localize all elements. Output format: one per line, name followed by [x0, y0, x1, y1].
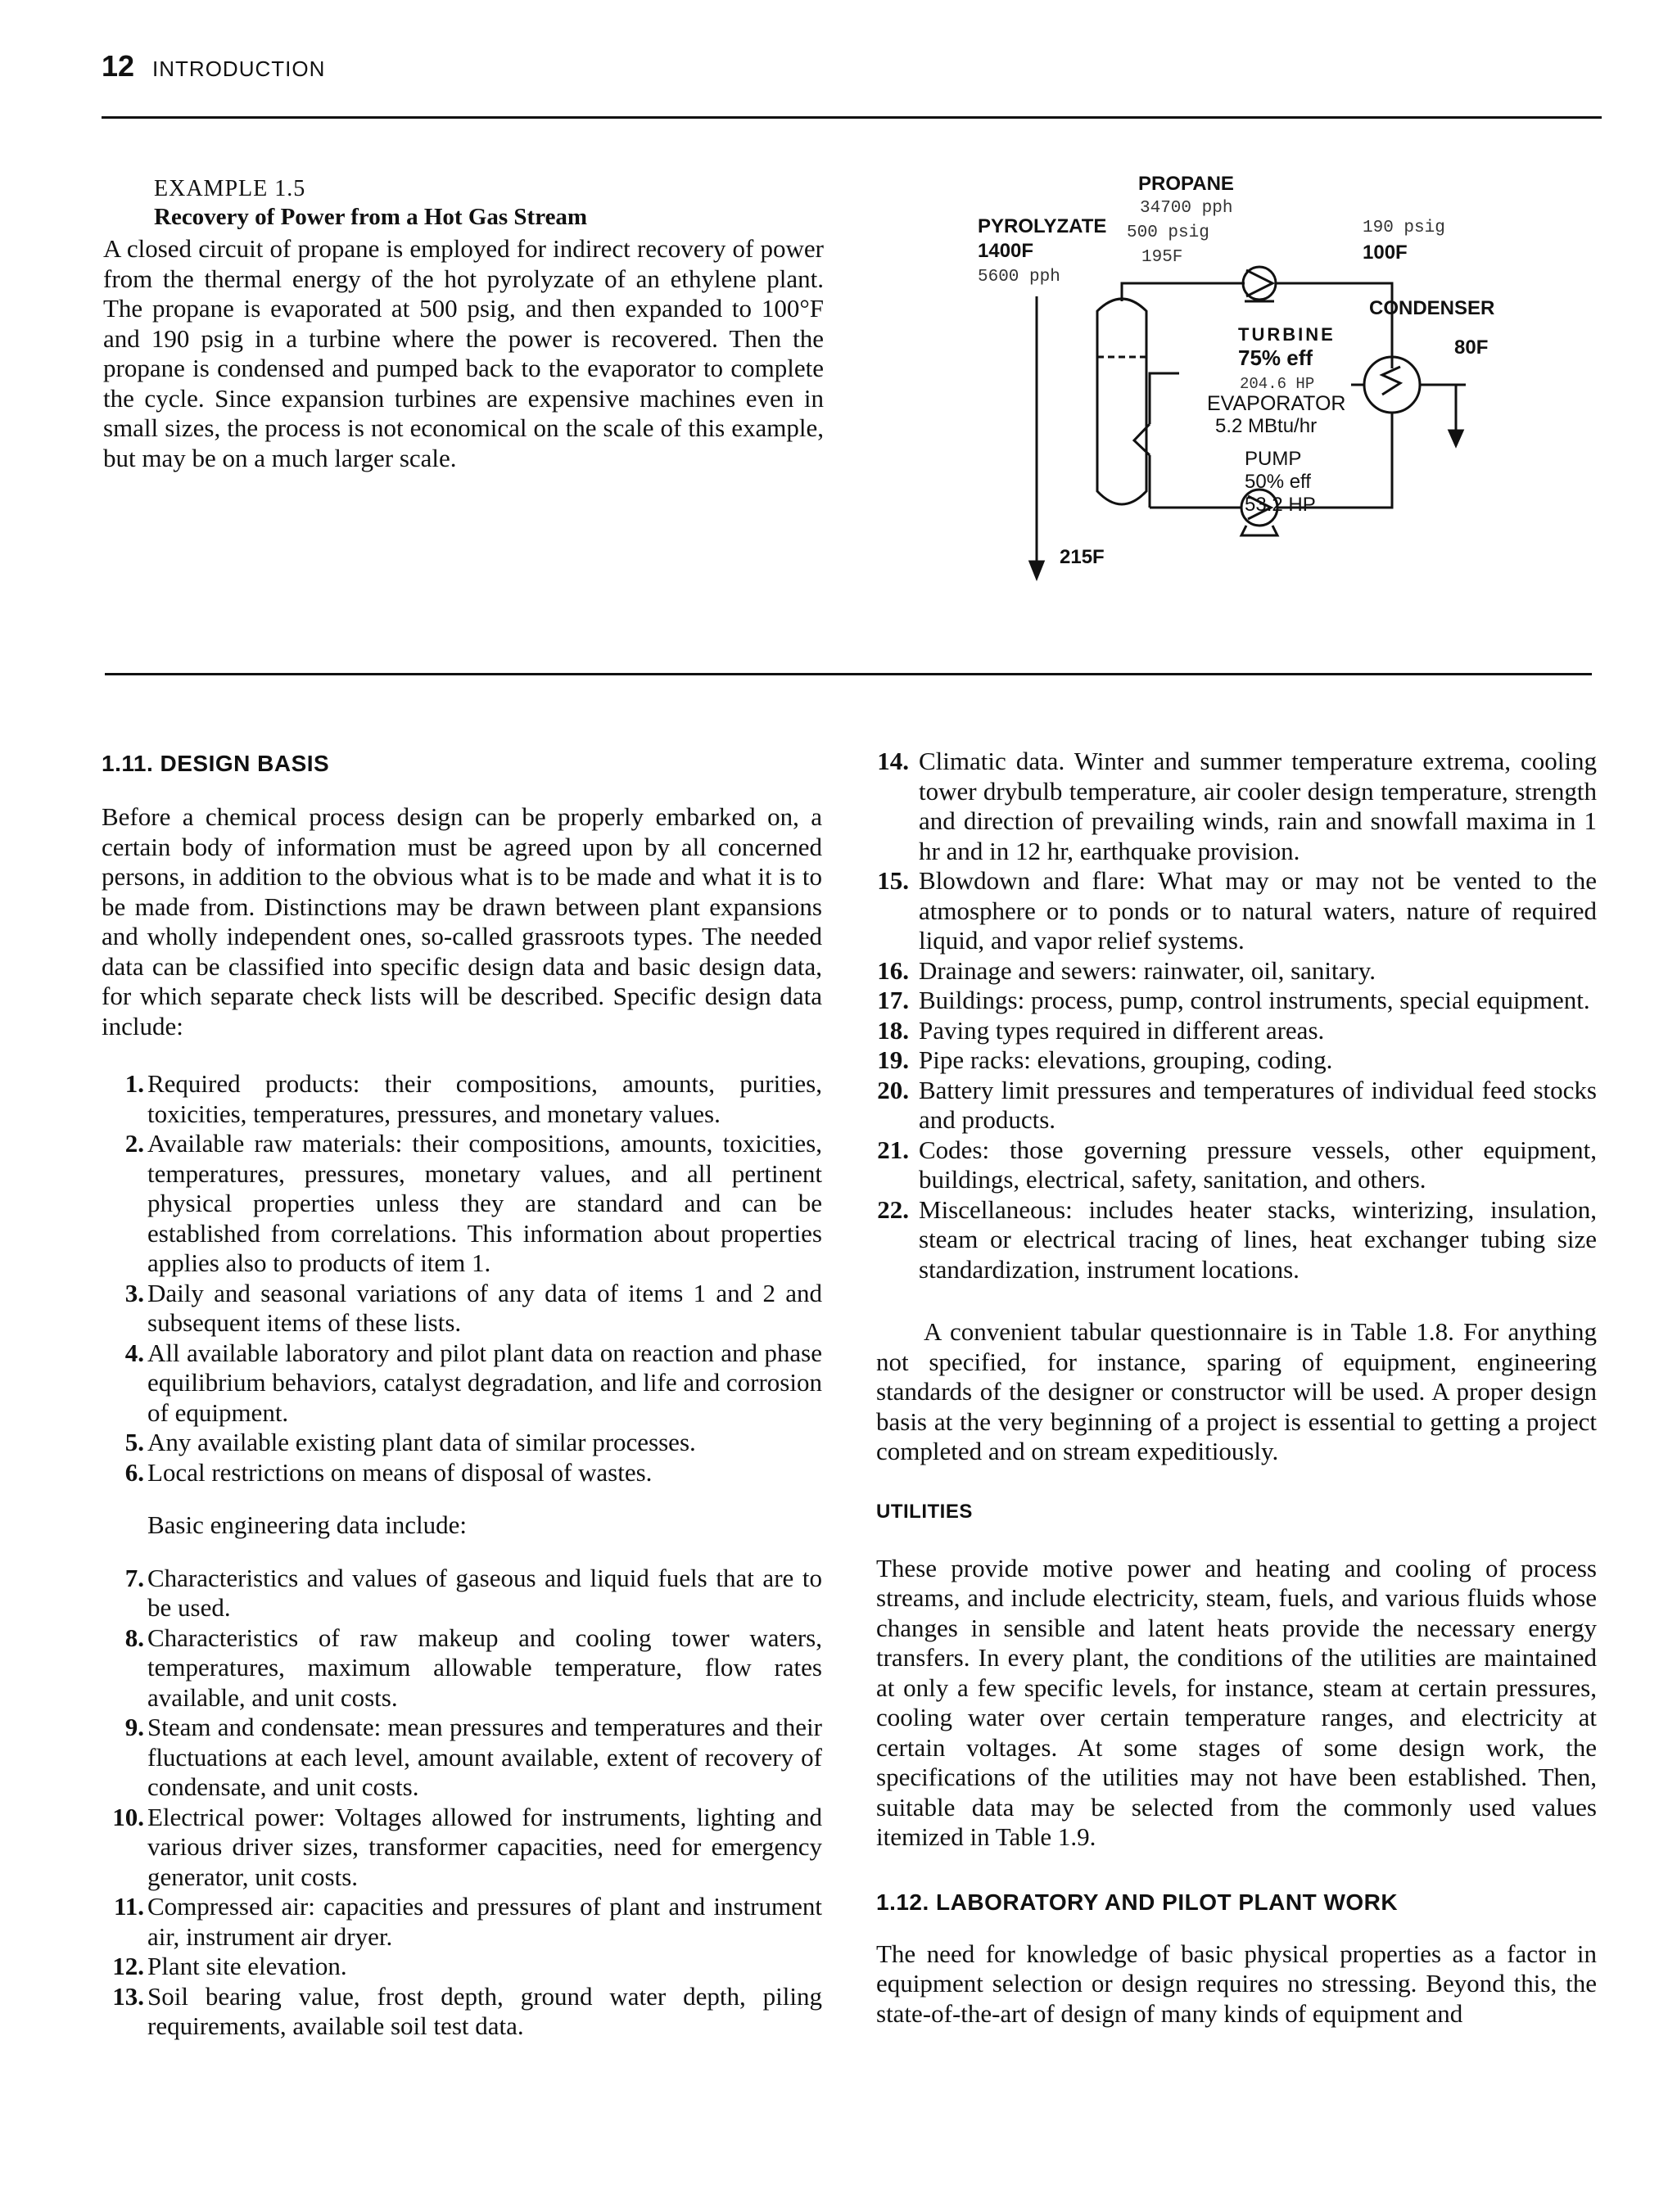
list-item: 11. Compressed air: capacities and pressures of plant and instrument air, instrument air dryer. [113, 1892, 822, 1951]
label-pump-eff: 50% eff [1245, 471, 1311, 493]
label-evaporator-duty: 5.2 MBtu/hr [1215, 415, 1318, 437]
page-number: 12 [102, 49, 135, 83]
list-item: 3. Daily and seasonal variations of any data of items 1 and 2 and subsequent items of these lists. [124, 1278, 822, 1337]
cooling-water-arrow [1449, 431, 1462, 445]
list-item: 5. Any available existing plant data of similar processes. [124, 1428, 696, 1456]
label-pyrolyzate-temp: 1400F [978, 240, 1034, 262]
outlet-arrow [1030, 562, 1043, 578]
label-outlet-temp: 215F [1060, 546, 1105, 568]
subsection-heading-utilities: UTILITIES [876, 1500, 973, 1523]
list-item: 15. Blowdown and flare: What may or may not be vented to the atmosphere or to ponds or to natural waters, nature of required liquid, and vapor relief systems. [877, 866, 1597, 955]
right-column [876, 747, 1597, 2029]
list-item: 13. Soil bearing value, frost depth, ground water depth, piling requirements, available soil test data. [112, 1981, 822, 2040]
turbine-rotor [1246, 270, 1272, 296]
list-item: 22. Miscellaneous: includes heater stacks, winterizing, insulation, steam or electrical tracing of lines, heat exchanger tubing size standardization, instrument locations. [877, 1194, 1597, 1284]
list-item: 14. Climatic data. Winter and summer temperature extrema, cooling tower drybulb temperature, air cooler design temperature, strength and direction of prevailing winds, rain and snowfall maxima in 1 hr and in 12 hr, earthquake provision. [877, 747, 1597, 865]
label-turbine: TURBINE [1238, 324, 1336, 345]
label-condenser-temp: 80F [1454, 336, 1489, 359]
basic-data-list [102, 1564, 822, 2042]
label-propane-flow: 34700 pph [1140, 199, 1233, 218]
basic-data-intro: Basic engineering data include: [147, 1510, 467, 1539]
example-box [103, 175, 824, 473]
coil-supply-line [1150, 373, 1179, 424]
list-item: 10. Electrical power: Voltages allowed for instruments, lighting and various driver sizes, transformer capacities, need for emergency generator, unit costs. [112, 1802, 822, 1891]
section-heading-design-basis: 1.11. DESIGN BASIS [102, 751, 330, 776]
example-subtitle: Recovery of Power from a Hot Gas Stream [154, 204, 588, 230]
label-pyrolyzate: PYROLYZATE [978, 215, 1107, 237]
label-condenser: CONDENSER [1369, 297, 1495, 319]
basic-data-list-continued [876, 747, 1597, 1284]
pump-base [1241, 526, 1277, 535]
list-item: 21. Codes: those governing pressure vessels, other equipment, buildings, electrical, safety, sanitation, and others. [877, 1135, 1597, 1194]
list-item: 17. Buildings: process, pump, control instruments, special equipment. [877, 986, 1590, 1014]
list-item: 4. All available laboratory and pilot plant data on reaction and phase equilibrium behaviors, catalyst degradation, and life and corrosion of equipment. [124, 1338, 822, 1427]
list-item: 9. Steam and condensate: mean pressures and temperatures and their fluctuations at each level, amount available, extent of recovery of condensate, and unit costs. [124, 1713, 822, 1801]
list-item: 8. Characteristics of raw makeup and cooling tower waters, temperatures, maximum allowable temperature, flow rates available, and unit costs. [124, 1623, 822, 1712]
list-item: 6. Local restrictions on means of disposal of wastes. [124, 1457, 653, 1487]
evaporator-vessel [1097, 299, 1146, 504]
specific-data-list [102, 1069, 822, 1487]
label-turbine-out-pressure: 190 psig [1363, 219, 1445, 237]
list-item: 16. Drainage and sewers: rainwater, oil, sanitary. [877, 955, 1376, 985]
section-rule [105, 673, 1592, 675]
list-item: 1. Required products: their compositions, amounts, purities, toxicities, temperatures, pressures, and monetary values. [124, 1069, 822, 1128]
label-pump: PUMP [1245, 448, 1302, 470]
running-header [102, 49, 325, 85]
condenser-coil [1382, 367, 1400, 395]
list-item: 2. Available raw materials: their compositions, amounts, toxicities, temperatures, pressures, monetary values, and all pertinent physical properties unless they are standard and can be established from correlations. This information about properties applies also to products of item 1. [124, 1129, 822, 1277]
list-item: 20. Battery limit pressures and temperatures of individual feed stocks and products. [877, 1075, 1597, 1134]
list-item: 12. Plant site elevation. [112, 1952, 347, 1980]
section-heading-lab-pilot: 1.12. LABORATORY AND PILOT PLANT WORK [876, 1889, 1399, 1915]
example-text: A closed circuit of propane is employed for indirect recovery of power from the thermal energy of the hot pyrolyzate of an ethylene plant. The propane is evaporated at 500 psig, and then expanded to 100°F and 190 psig in a turbine where the power is recovered. Then the propane is condensed and pumped back to the evaporator to complete the cycle. Since expansion turbines are expensive machines even in small sizes, the process is not economical on the scale of this example, but may be on a much larger scale. [103, 234, 824, 472]
label-evaporator: EVAPORATOR [1207, 392, 1346, 415]
list-item: 7. Characteristics and values of gaseous and liquid fuels that are to be used. [124, 1563, 822, 1622]
example-label: EXAMPLE 1.5 [154, 176, 306, 201]
design-basis-closing: A convenient tabular questionnaire is in Table 1.8. For anything not specified, for instance, sparing of equipment, engineering standards of the designer or constructor will be used. A proper design basis at the very beginning of a project is essential to getting a project completed and on stream expeditiously. [876, 1317, 1597, 1465]
propane-vapor-line [1122, 283, 1245, 301]
process-flow-diagram [966, 164, 1495, 589]
design-basis-intro: Before a chemical process design can be properly embarked on, a certain body of information must be agreed upon by all concerned persons, in addition to the obvious what is to be made and what it is to be made from. Distinctions may be drawn between plant expansions and wholly independent ones, so-called grassroots types. The needed data can be classified into specific design data and basic design data, for which separate check lists will be described. Specific design data include: [102, 802, 822, 1041]
list-item: 18. Paving types required in different areas. [877, 1015, 1325, 1045]
label-turbine-eff: 75% eff [1238, 345, 1313, 370]
list-item: 19. Pipe racks: elevations, grouping, coding. [877, 1045, 1333, 1074]
running-title: INTRODUCTION [152, 56, 326, 81]
utilities-text: These provide motive power and heating and cooling of process streams, and include electricity, steam, fuels, and various fluids whose changes in sensible and latent heats provide the necessary energy transfers. In every plant, the conditions of the utilities are maintained at only a few specific levels, for instance, steam at certain pressures, cooling water over certain temperature ranges, and electricity at certain voltages. At some stages of some design work, the specifications of the utilities may not have been established. Then, suitable data may be selected from the commonly used values itemized in Table 1.9. [876, 1553, 1597, 1851]
label-pyrolyzate-flow: 5600 pph [978, 268, 1060, 287]
label-turbine-power: 204.6 HP [1240, 375, 1315, 393]
left-column [102, 745, 822, 2042]
label-propane-pressure: 500 psig [1127, 223, 1209, 242]
label-turbine-out-temp: 100F [1363, 242, 1408, 264]
label-propane: PROPANE [1138, 173, 1234, 195]
label-propane-temp: 195F [1141, 248, 1183, 267]
label-pump-power: 53.2 HP [1245, 494, 1316, 516]
header-rule [102, 116, 1602, 119]
lab-pilot-text: The need for knowledge of basic physical properties as a factor in equipment selection or design requires no stressing. Beyond this, the state-of-the-art of design of many kinds of equipment and [876, 1939, 1597, 2028]
